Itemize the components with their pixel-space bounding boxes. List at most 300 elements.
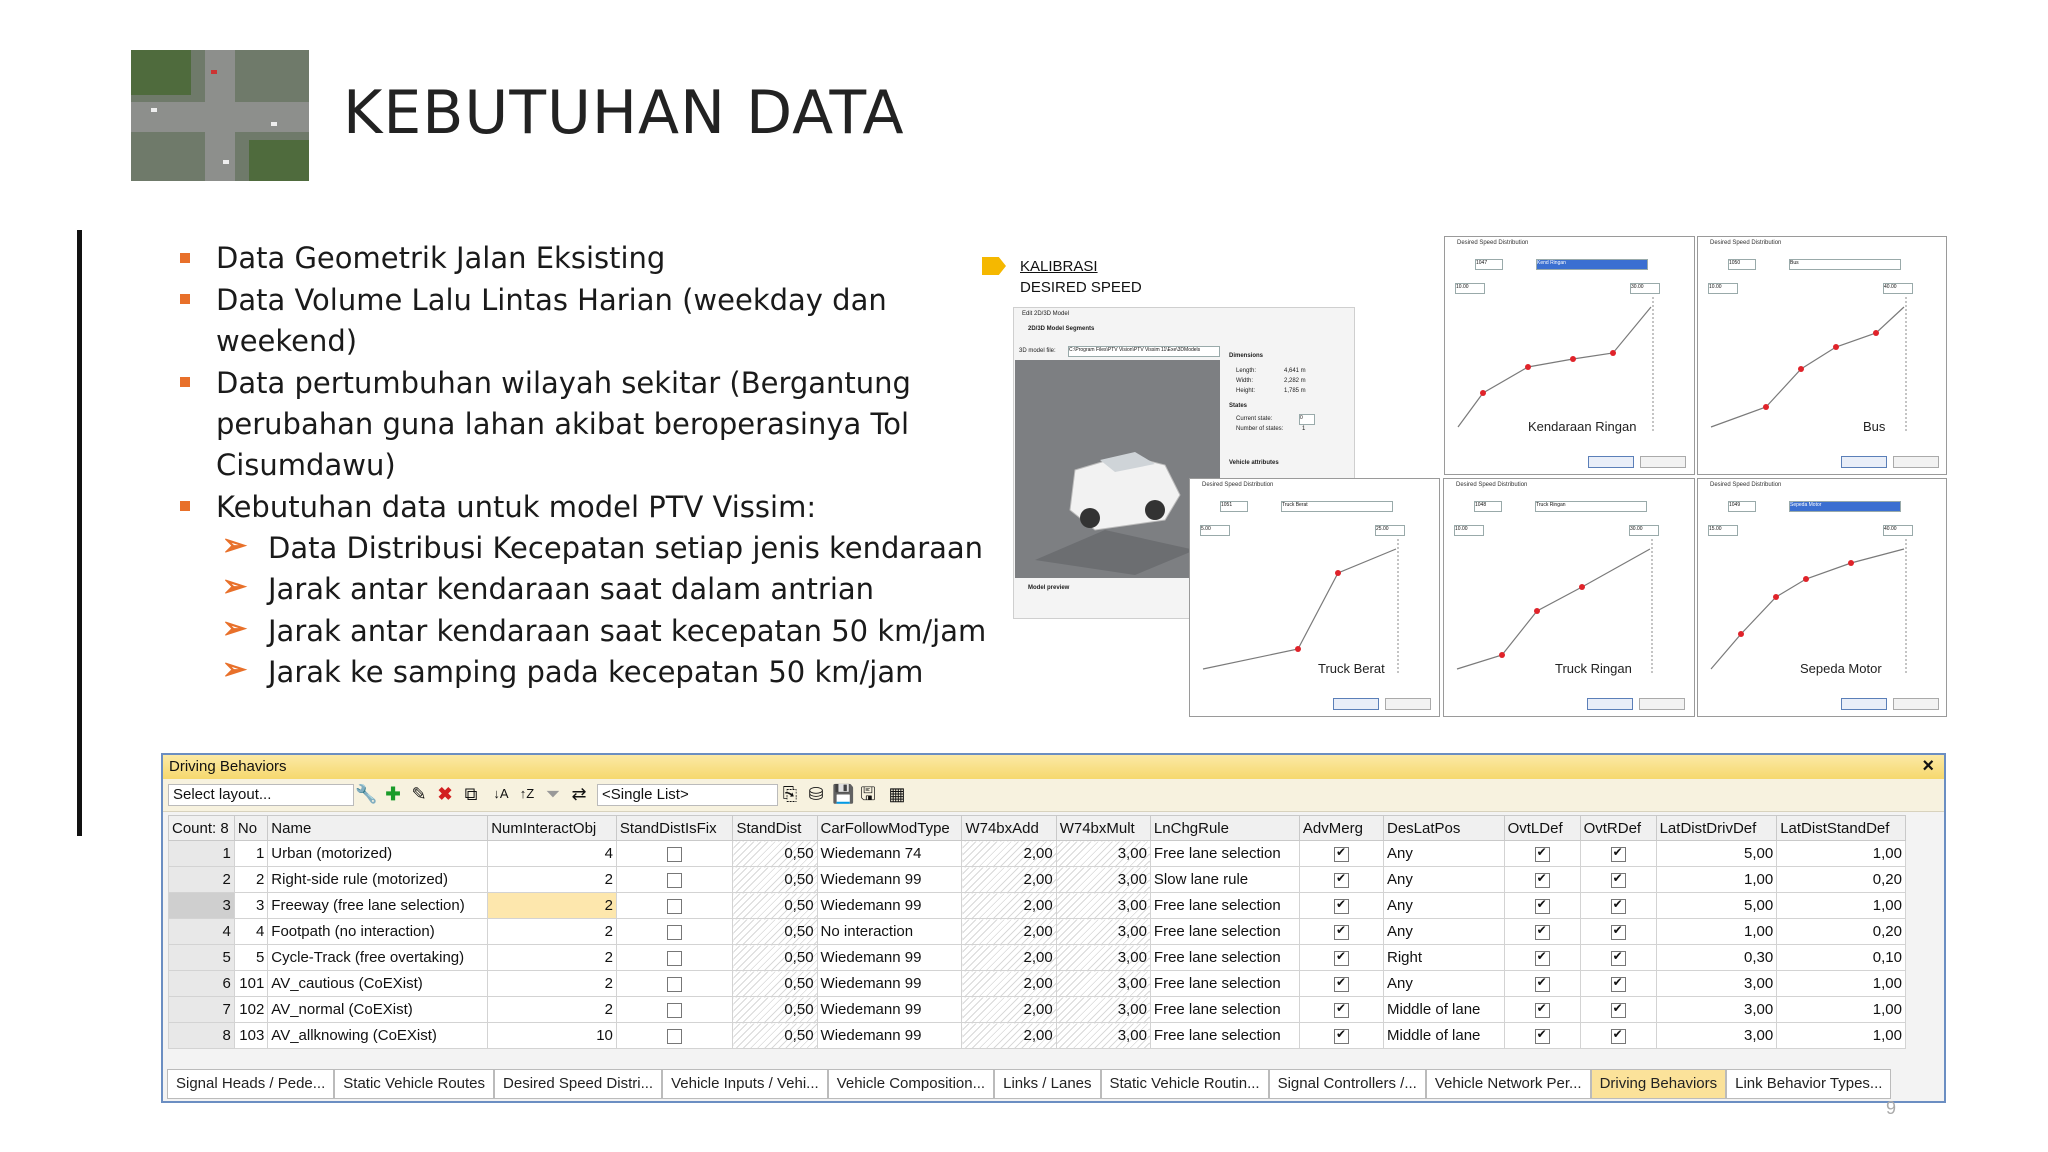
ovt-l-def-checkbox[interactable] xyxy=(1504,867,1580,893)
checkbox[interactable] xyxy=(1334,847,1349,862)
dialog-title: Desired Speed Distribution xyxy=(1457,240,1529,246)
stand-dist-cell[interactable]: 0,50 xyxy=(733,841,817,867)
lat-dist-stand-cell[interactable]: 1,00 xyxy=(1777,1023,1906,1049)
num-interact-cell[interactable]: 4 xyxy=(488,841,617,867)
ok-button[interactable] xyxy=(1841,698,1887,710)
stand-dist-cell[interactable]: 0,50 xyxy=(733,971,817,997)
name-cell[interactable]: AV_allknowing (CoEXist) xyxy=(268,1023,488,1049)
name-cell[interactable]: Right-side rule (motorized) xyxy=(268,867,488,893)
adv-merg-checkbox[interactable] xyxy=(1299,841,1383,867)
w74-mult-cell[interactable]: 3,00 xyxy=(1056,919,1150,945)
min-speed-field[interactable]: 5.00 xyxy=(1200,525,1230,536)
speed-dist-dialog-bus xyxy=(1697,236,1947,475)
tag-marker-icon xyxy=(982,257,1006,275)
checkbox[interactable] xyxy=(1535,873,1550,888)
car-follow-cell[interactable]: Wiedemann 99 xyxy=(817,893,962,919)
bullet-item: Data Geometrik Jalan Eksisting xyxy=(216,241,666,275)
stand-dist-fix-checkbox[interactable] xyxy=(616,1023,733,1049)
checkbox[interactable] xyxy=(1611,1003,1626,1018)
bullet-item: Data pertumbuhan wilayah sekitar (Bergantung xyxy=(216,366,911,400)
car-follow-cell[interactable]: Wiedemann 99 xyxy=(817,867,962,893)
layout-select[interactable]: Select layout... xyxy=(168,784,354,806)
car-follow-cell[interactable]: Wiedemann 99 xyxy=(817,971,962,997)
min-speed-field[interactable]: 10.00 xyxy=(1454,525,1484,536)
stand-dist-cell[interactable]: 0,50 xyxy=(733,893,817,919)
lat-dist-driv-cell[interactable]: 5,00 xyxy=(1656,841,1777,867)
row-index-cell[interactable]: 6 xyxy=(169,971,235,997)
des-lat-pos-cell[interactable]: Any xyxy=(1384,893,1505,919)
no-field[interactable]: 1049 xyxy=(1728,501,1756,512)
list-tab[interactable]: Signal Heads / Pede... xyxy=(167,1069,334,1099)
lane-change-cell[interactable]: Slow lane rule xyxy=(1150,867,1299,893)
speed-curve-plot[interactable] xyxy=(1452,539,1657,679)
lane-change-cell[interactable]: Free lane selection xyxy=(1150,945,1299,971)
add-icon[interactable]: ✚ xyxy=(385,784,401,804)
lane-change-cell[interactable]: Free lane selection xyxy=(1150,919,1299,945)
bullet-item: weekend) xyxy=(216,324,358,358)
number-states-value: 1 xyxy=(1302,426,1306,432)
bullet-item: Data Volume Lalu Lintas Harian (weekday dan xyxy=(216,283,887,317)
speed-curve-plot[interactable] xyxy=(1198,539,1403,679)
w74-mult-cell[interactable]: 3,00 xyxy=(1056,971,1150,997)
name-field[interactable]: Bus xyxy=(1789,259,1901,270)
adv-merg-checkbox[interactable] xyxy=(1299,1023,1383,1049)
checkbox[interactable] xyxy=(1611,951,1626,966)
ovt-r-def-checkbox[interactable] xyxy=(1580,997,1656,1023)
num-interact-cell[interactable]: 2 xyxy=(488,945,617,971)
column-header[interactable]: OvtRDef xyxy=(1580,816,1656,841)
stand-dist-cell[interactable]: 0,50 xyxy=(733,997,817,1023)
cancel-button[interactable] xyxy=(1385,698,1431,710)
stand-dist-fix-checkbox[interactable] xyxy=(616,867,733,893)
max-speed-field[interactable]: 40.00 xyxy=(1883,525,1913,536)
ovt-l-def-checkbox[interactable] xyxy=(1504,919,1580,945)
des-lat-pos-cell[interactable]: Right xyxy=(1384,945,1505,971)
file-label: 3D model file: xyxy=(1019,348,1056,354)
dialog-title: Desired Speed Distribution xyxy=(1202,482,1274,488)
ovt-r-def-checkbox[interactable] xyxy=(1580,841,1656,867)
stand-dist-cell[interactable]: 0,50 xyxy=(733,1023,817,1049)
name-cell[interactable]: Footpath (no interaction) xyxy=(268,919,488,945)
length-label: Length: xyxy=(1236,368,1257,374)
lat-dist-stand-cell[interactable]: 1,00 xyxy=(1777,841,1906,867)
checkbox[interactable] xyxy=(667,1029,682,1044)
lat-dist-driv-cell[interactable]: 1,00 xyxy=(1656,919,1777,945)
table-row[interactable] xyxy=(169,1023,1906,1049)
max-speed-field[interactable]: 30.00 xyxy=(1629,525,1659,536)
filter-icon[interactable]: ⏷ xyxy=(545,784,561,804)
arrow-bullet-icon: ➢ xyxy=(222,529,248,562)
name-field[interactable]: Sepeda Motor xyxy=(1789,501,1901,512)
table-header-row xyxy=(169,816,1906,841)
w74-add-cell[interactable]: 2,00 xyxy=(962,867,1056,893)
column-header[interactable]: AdvMerg xyxy=(1299,816,1383,841)
des-lat-pos-cell[interactable]: Any xyxy=(1384,971,1505,997)
w74-add-cell[interactable]: 2,00 xyxy=(962,1023,1056,1049)
column-header[interactable]: LatDistDrivDef xyxy=(1656,816,1777,841)
w74-mult-cell[interactable]: 3,00 xyxy=(1056,841,1150,867)
stand-dist-cell[interactable]: 0,50 xyxy=(733,945,817,971)
w74-add-cell[interactable]: 2,00 xyxy=(962,971,1056,997)
list-tab[interactable]: Signal Controllers /... xyxy=(1269,1069,1426,1099)
table-row[interactable] xyxy=(169,919,1906,945)
num-interact-cell[interactable]: 2 xyxy=(488,919,617,945)
current-state-input[interactable]: 0 xyxy=(1299,414,1315,425)
checkbox[interactable] xyxy=(1611,873,1626,888)
checkbox[interactable] xyxy=(1535,925,1550,940)
lat-dist-driv-cell[interactable]: 3,00 xyxy=(1656,1023,1777,1049)
length-value: 4,641 m xyxy=(1284,368,1306,374)
row-index-cell[interactable]: 4 xyxy=(169,919,235,945)
w74-add-cell[interactable]: 2,00 xyxy=(962,945,1056,971)
min-speed-field[interactable]: 10.00 xyxy=(1455,283,1485,294)
column-header[interactable]: NumInteractObj xyxy=(488,816,617,841)
checkbox[interactable] xyxy=(1334,925,1349,940)
kalibrasi-label: KALIBRASI xyxy=(1020,258,1098,275)
checkbox[interactable] xyxy=(667,899,682,914)
stand-dist-fix-checkbox[interactable] xyxy=(616,945,733,971)
curve-name-label: Truck Berat xyxy=(1318,661,1385,676)
list-tab[interactable]: Driving Behaviors xyxy=(1591,1069,1727,1099)
no-field[interactable]: 1048 xyxy=(1474,501,1502,512)
ovt-r-def-checkbox[interactable] xyxy=(1580,945,1656,971)
lane-change-cell[interactable]: Free lane selection xyxy=(1150,997,1299,1023)
dialog-title: Desired Speed Distribution xyxy=(1456,482,1528,488)
page-number: 9 xyxy=(1886,1098,1897,1118)
checkbox[interactable] xyxy=(667,847,682,862)
sub-bullet-item: Jarak antar kendaraan saat dalam antrian xyxy=(268,572,875,606)
checkbox[interactable] xyxy=(667,873,682,888)
des-lat-pos-cell[interactable]: Any xyxy=(1384,919,1505,945)
no-field[interactable]: 1047 xyxy=(1475,259,1503,270)
column-header[interactable]: CarFollowModType xyxy=(817,816,962,841)
speed-curve-plot[interactable] xyxy=(1453,297,1658,437)
no-cell[interactable]: 1 xyxy=(234,841,267,867)
row-index-cell[interactable]: 2 xyxy=(169,867,235,893)
checkbox[interactable] xyxy=(1611,847,1626,862)
sub-bullet-item: Jarak ke samping pada kecepatan 50 km/jam xyxy=(268,655,924,689)
height-value: 1,785 m xyxy=(1284,388,1306,394)
num-interact-cell[interactable]: 2 xyxy=(488,997,617,1023)
checkbox[interactable] xyxy=(1535,899,1550,914)
ovt-r-def-checkbox[interactable] xyxy=(1580,919,1656,945)
w74-add-cell[interactable]: 2,00 xyxy=(962,919,1056,945)
stand-dist-fix-checkbox[interactable] xyxy=(616,841,733,867)
curve-name-label: Kendaraan Ringan xyxy=(1528,419,1637,434)
checkbox[interactable] xyxy=(1334,1003,1349,1018)
sync-icon[interactable]: ⇄ xyxy=(571,784,587,804)
no-field[interactable]: 1051 xyxy=(1220,501,1248,512)
column-header[interactable]: StandDist xyxy=(733,816,817,841)
arrow-bullet-icon: ➢ xyxy=(222,653,248,686)
stand-dist-cell[interactable]: 0,50 xyxy=(733,919,817,945)
ok-button[interactable] xyxy=(1333,698,1379,710)
speed-dist-dialog-sepeda-motor xyxy=(1697,478,1947,717)
w74-add-cell[interactable]: 2,00 xyxy=(962,841,1056,867)
name-field[interactable]: Kend Ringan xyxy=(1536,259,1648,270)
close-icon[interactable]: × xyxy=(1922,755,1934,777)
adv-merg-checkbox[interactable] xyxy=(1299,971,1383,997)
divider-bar xyxy=(77,230,82,836)
list-tab[interactable]: Link Behavior Types... xyxy=(1726,1069,1891,1099)
checkbox[interactable] xyxy=(1611,925,1626,940)
driving-behaviors-window xyxy=(161,753,1946,1103)
ovt-l-def-checkbox[interactable] xyxy=(1504,893,1580,919)
no-cell[interactable]: 103 xyxy=(234,1023,267,1049)
bullet-item: Cisumdawu) xyxy=(216,448,396,482)
list-tab[interactable]: Vehicle Network Per... xyxy=(1426,1069,1591,1099)
checkbox[interactable] xyxy=(1535,847,1550,862)
sub-bullet-item: Jarak antar kendaraan saat kecepatan 50 km/jam xyxy=(268,614,987,648)
max-speed-field[interactable]: 25.00 xyxy=(1375,525,1405,536)
lat-dist-driv-cell[interactable]: 5,00 xyxy=(1656,893,1777,919)
window-title: Driving Behaviors xyxy=(169,758,287,775)
checkbox[interactable] xyxy=(1334,951,1349,966)
curve-name-label: Sepeda Motor xyxy=(1800,661,1882,676)
cancel-button[interactable] xyxy=(1639,698,1685,710)
ovt-l-def-checkbox[interactable] xyxy=(1504,1023,1580,1049)
des-lat-pos-cell[interactable]: Middle of lane xyxy=(1384,1023,1505,1049)
width-value: 2,282 m xyxy=(1284,378,1306,384)
window-titlebar xyxy=(163,755,1944,779)
checkbox[interactable] xyxy=(1611,977,1626,992)
dialog-title: Desired Speed Distribution xyxy=(1710,240,1782,246)
model-file-field[interactable]: C:\Program Files\PTV Vision\PTV Vissim 11\Exe\3DModels xyxy=(1068,346,1220,357)
ok-button[interactable] xyxy=(1587,698,1633,710)
ovt-l-def-checkbox[interactable] xyxy=(1504,971,1580,997)
row-index-cell[interactable]: 8 xyxy=(169,1023,235,1049)
checkbox[interactable] xyxy=(1611,899,1626,914)
num-interact-cell[interactable]: 2 xyxy=(488,893,617,919)
column-header[interactable]: LatDistStandDef xyxy=(1777,816,1906,841)
lat-dist-driv-cell[interactable]: 3,00 xyxy=(1656,997,1777,1023)
ovt-l-def-checkbox[interactable] xyxy=(1504,997,1580,1023)
min-speed-field[interactable]: 10.00 xyxy=(1708,283,1738,294)
checkbox[interactable] xyxy=(1334,1029,1349,1044)
column-header[interactable]: Count: 8 xyxy=(169,816,235,841)
no-field[interactable]: 1050 xyxy=(1728,259,1756,270)
lat-dist-stand-cell[interactable]: 1,00 xyxy=(1777,997,1906,1023)
stand-dist-fix-checkbox[interactable] xyxy=(616,893,733,919)
ok-button[interactable] xyxy=(1588,456,1634,468)
lane-change-cell[interactable]: Free lane selection xyxy=(1150,893,1299,919)
w74-mult-cell[interactable]: 3,00 xyxy=(1056,945,1150,971)
column-header[interactable]: DesLatPos xyxy=(1384,816,1505,841)
lat-dist-driv-cell[interactable]: 0,30 xyxy=(1656,945,1777,971)
bullet-marker xyxy=(180,294,190,304)
number-states-label: Number of states: xyxy=(1236,426,1284,432)
max-speed-field[interactable]: 40.00 xyxy=(1883,283,1913,294)
width-label: Width: xyxy=(1236,378,1254,384)
column-header[interactable]: StandDistIsFix xyxy=(616,816,733,841)
intersection-thumbnail xyxy=(131,50,309,181)
sort-descending-icon[interactable]: ↑Z xyxy=(519,786,535,801)
database-icon[interactable]: ⛁ xyxy=(808,784,824,804)
no-cell[interactable]: 3 xyxy=(234,893,267,919)
bullet-item: Kebutuhan data untuk model PTV Vissim: xyxy=(216,490,817,524)
list-select[interactable]: <Single List> xyxy=(597,784,778,806)
checkbox[interactable] xyxy=(1611,1029,1626,1044)
checkbox[interactable] xyxy=(667,925,682,940)
w74-mult-cell[interactable]: 3,00 xyxy=(1056,997,1150,1023)
no-cell[interactable]: 5 xyxy=(234,945,267,971)
w74-add-cell[interactable]: 2,00 xyxy=(962,997,1056,1023)
checkbox[interactable] xyxy=(1334,873,1349,888)
column-header[interactable]: OvtLDef xyxy=(1504,816,1580,841)
lat-dist-driv-cell[interactable]: 3,00 xyxy=(1656,971,1777,997)
column-header[interactable]: Name xyxy=(268,816,488,841)
list-toolbar xyxy=(163,779,1944,812)
sub-bullet-item: Data Distribusi Kecepatan setiap jenis kendaraan xyxy=(268,531,984,565)
name-cell[interactable]: Urban (motorized) xyxy=(268,841,488,867)
name-cell[interactable]: AV_cautious (CoEXist) xyxy=(268,971,488,997)
copy-icon[interactable]: ⎘ xyxy=(782,784,798,804)
states-label: States xyxy=(1229,403,1248,409)
row-index-cell[interactable]: 7 xyxy=(169,997,235,1023)
checkbox[interactable] xyxy=(667,977,682,992)
checkbox[interactable] xyxy=(1334,899,1349,914)
cancel-button[interactable] xyxy=(1893,456,1939,468)
des-lat-pos-cell[interactable]: Any xyxy=(1384,841,1505,867)
list-tab[interactable]: Vehicle Inputs / Vehi... xyxy=(662,1069,828,1099)
name-cell[interactable]: Cycle-Track (free overtaking) xyxy=(268,945,488,971)
dimensions-label: Dimensions xyxy=(1229,353,1264,359)
row-index-cell[interactable]: 3 xyxy=(169,893,235,919)
list-tabs xyxy=(167,1069,1891,1099)
adv-merg-checkbox[interactable] xyxy=(1299,945,1383,971)
ovt-l-def-checkbox[interactable] xyxy=(1504,945,1580,971)
ovt-r-def-checkbox[interactable] xyxy=(1580,971,1656,997)
adv-merg-checkbox[interactable] xyxy=(1299,867,1383,893)
table-row[interactable] xyxy=(169,867,1906,893)
no-cell[interactable]: 2 xyxy=(234,867,267,893)
adv-merg-checkbox[interactable] xyxy=(1299,893,1383,919)
list-tab[interactable]: Static Vehicle Routin... xyxy=(1101,1069,1269,1099)
ovt-r-def-checkbox[interactable] xyxy=(1580,893,1656,919)
des-lat-pos-cell[interactable]: Middle of lane xyxy=(1384,997,1505,1023)
w74-mult-cell[interactable]: 3,00 xyxy=(1056,893,1150,919)
duplicate-icon[interactable]: ⧉ xyxy=(464,784,478,804)
lane-change-cell[interactable]: Free lane selection xyxy=(1150,1023,1299,1049)
lat-dist-stand-cell[interactable]: 1,00 xyxy=(1777,971,1906,997)
speed-dist-dialog-truck-ringan xyxy=(1443,478,1695,717)
row-index-cell[interactable]: 5 xyxy=(169,945,235,971)
max-speed-field[interactable]: 30.00 xyxy=(1630,283,1660,294)
table-row[interactable] xyxy=(169,841,1906,867)
car-follow-cell[interactable]: Wiedemann 74 xyxy=(817,841,962,867)
lat-dist-stand-cell[interactable]: 0,20 xyxy=(1777,919,1906,945)
num-interact-cell[interactable]: 10 xyxy=(488,1023,617,1049)
stand-dist-cell[interactable]: 0,50 xyxy=(733,867,817,893)
name-cell[interactable]: AV_normal (CoEXist) xyxy=(268,997,488,1023)
wrench-icon[interactable]: 🔧 xyxy=(355,784,378,804)
car-follow-cell[interactable]: Wiedemann 99 xyxy=(817,945,962,971)
cancel-button[interactable] xyxy=(1893,698,1939,710)
curve-name-label: Bus xyxy=(1863,419,1886,434)
name-cell[interactable]: Freeway (free lane selection) xyxy=(268,893,488,919)
dialog-title: Desired Speed Distribution xyxy=(1710,482,1782,488)
column-header[interactable]: W74bxAdd xyxy=(962,816,1056,841)
stand-dist-fix-checkbox[interactable] xyxy=(616,971,733,997)
car-follow-cell[interactable]: No interaction xyxy=(817,919,962,945)
sort-ascending-icon[interactable]: ↓A xyxy=(493,786,509,801)
des-lat-pos-cell[interactable]: Any xyxy=(1384,867,1505,893)
model-preview-label: Model preview xyxy=(1028,585,1070,591)
stand-dist-fix-checkbox[interactable] xyxy=(616,997,733,1023)
table-row[interactable] xyxy=(169,893,1906,919)
adv-merg-checkbox[interactable] xyxy=(1299,919,1383,945)
min-speed-field[interactable]: 15.00 xyxy=(1708,525,1738,536)
speed-curve-plot[interactable] xyxy=(1706,539,1911,679)
list-tab[interactable]: Links / Lanes xyxy=(994,1069,1100,1099)
checkbox[interactable] xyxy=(1535,1029,1550,1044)
no-cell[interactable]: 102 xyxy=(234,997,267,1023)
lat-dist-stand-cell[interactable]: 0,10 xyxy=(1777,945,1906,971)
ovt-r-def-checkbox[interactable] xyxy=(1580,867,1656,893)
name-field[interactable]: Truck Ringan xyxy=(1535,501,1647,512)
lat-dist-stand-cell[interactable]: 0,20 xyxy=(1777,867,1906,893)
checkbox[interactable] xyxy=(1535,951,1550,966)
w74-add-cell[interactable]: 2,00 xyxy=(962,893,1056,919)
ovt-r-def-checkbox[interactable] xyxy=(1580,1023,1656,1049)
no-cell[interactable]: 4 xyxy=(234,919,267,945)
lat-dist-driv-cell[interactable]: 1,00 xyxy=(1656,867,1777,893)
column-header[interactable]: W74bxMult xyxy=(1056,816,1150,841)
w74-mult-cell[interactable]: 3,00 xyxy=(1056,867,1150,893)
stand-dist-fix-checkbox[interactable] xyxy=(616,919,733,945)
lat-dist-stand-cell[interactable]: 1,00 xyxy=(1777,893,1906,919)
row-index-cell[interactable]: 1 xyxy=(169,841,235,867)
checkbox[interactable] xyxy=(1535,977,1550,992)
name-field[interactable]: Truck Berat xyxy=(1281,501,1393,512)
checkbox[interactable] xyxy=(667,951,682,966)
w74-mult-cell[interactable]: 3,00 xyxy=(1056,1023,1150,1049)
car-follow-cell[interactable]: Wiedemann 99 xyxy=(817,1023,962,1049)
page-title: KEBUTUHAN DATA xyxy=(343,78,905,148)
save-icon[interactable]: 💾 xyxy=(832,784,855,804)
list-tab[interactable]: Desired Speed Distri... xyxy=(494,1069,662,1099)
grid-settings-icon[interactable]: ▦ xyxy=(888,784,906,804)
bullet-item: perubahan guna lahan akibat beroperasinya Tol xyxy=(216,407,910,441)
table-row[interactable] xyxy=(169,997,1906,1023)
list-tab[interactable]: Vehicle Composition... xyxy=(828,1069,994,1099)
adv-merg-checkbox[interactable] xyxy=(1299,997,1383,1023)
table-row[interactable] xyxy=(169,945,1906,971)
no-cell[interactable]: 101 xyxy=(234,971,267,997)
ok-button[interactable] xyxy=(1841,456,1887,468)
num-interact-cell[interactable]: 2 xyxy=(488,971,617,997)
car-follow-cell[interactable]: Wiedemann 99 xyxy=(817,997,962,1023)
edit-icon[interactable]: ✎ xyxy=(411,784,427,804)
ovt-l-def-checkbox[interactable] xyxy=(1504,841,1580,867)
lane-change-cell[interactable]: Free lane selection xyxy=(1150,971,1299,997)
delete-icon[interactable]: ✖ xyxy=(437,784,453,804)
checkbox[interactable] xyxy=(1535,1003,1550,1018)
speed-curve-plot[interactable] xyxy=(1706,297,1911,437)
height-label: Height: xyxy=(1236,388,1256,394)
lane-change-cell[interactable]: Free lane selection xyxy=(1150,841,1299,867)
checkbox[interactable] xyxy=(667,1003,682,1018)
save-as-icon[interactable]: 🖫 xyxy=(860,784,876,804)
checkbox[interactable] xyxy=(1334,977,1349,992)
column-header[interactable]: No xyxy=(234,816,267,841)
column-header[interactable]: LnChgRule xyxy=(1150,816,1299,841)
list-tab[interactable]: Static Vehicle Routes xyxy=(334,1069,494,1099)
cancel-button[interactable] xyxy=(1640,456,1686,468)
table-row[interactable] xyxy=(169,971,1906,997)
arrow-bullet-icon: ➢ xyxy=(222,570,248,603)
num-interact-cell[interactable]: 2 xyxy=(488,867,617,893)
